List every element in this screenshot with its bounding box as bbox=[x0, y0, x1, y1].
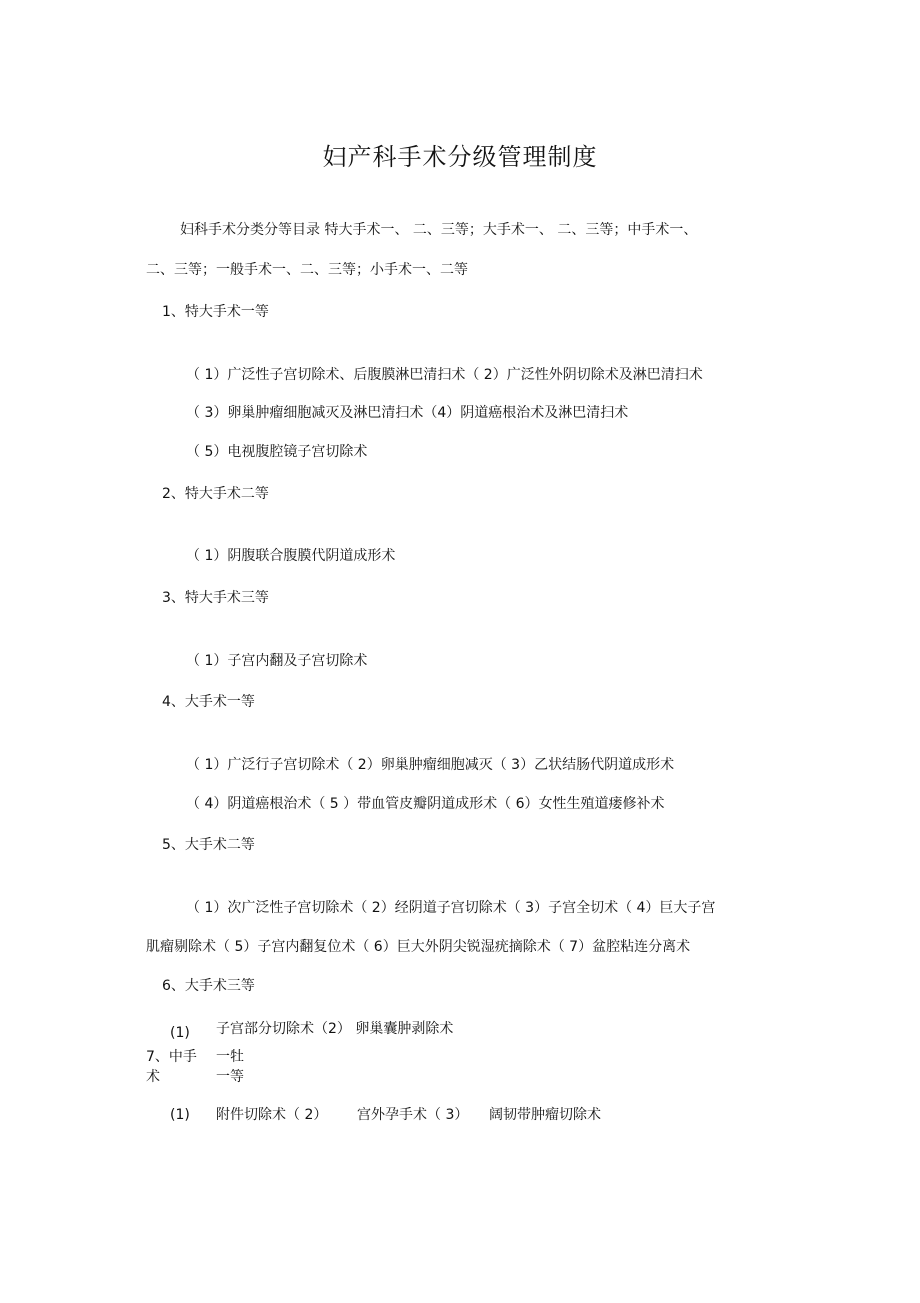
item-number: (1) bbox=[170, 1025, 190, 1041]
section-line: （ 1）广泛行子宫切除术（ 2）卵巢肿瘤细胞减灭（ 3）乙状结肠代阴道成形术 bbox=[186, 757, 675, 773]
section-heading: 5、大手术二等 bbox=[162, 837, 255, 853]
section-line: （ 1）广泛性子宫切除术、后腹膜淋巴清扫术（ 2）广泛性外阴切除术及淋巴清扫术 bbox=[186, 367, 703, 383]
section-heading: 6、大手术三等 bbox=[162, 978, 255, 994]
section-line: 肌瘤剔除术（ 5）子宫内翻复位术（ 6）巨大外阴尖锐湿疣摘除术（ 7）盆腔粘连分离术 bbox=[146, 939, 691, 955]
section-line: 附件切除术（ 2） bbox=[216, 1107, 328, 1123]
section-line: 阔韧带肿瘤切除术 bbox=[489, 1107, 601, 1123]
section-heading: 2、特大手术二等 bbox=[162, 486, 269, 502]
section-line: （ 4）阴道癌根治术（ 5 ）带血管皮瓣阴道成形术（ 6）女性生殖道瘘修补术 bbox=[186, 796, 665, 812]
section-heading-part: 术 bbox=[146, 1069, 160, 1085]
item-number: (1) bbox=[170, 1107, 190, 1123]
intro-line-1: 妇科手术分类分等目录 特大手术一、 二、三等；大手术一、 二、三等；中手术一、 bbox=[180, 222, 698, 238]
section-heading: 3、特大手术三等 bbox=[162, 590, 269, 606]
section-line: 宫外孕手术（ 3） bbox=[357, 1107, 469, 1123]
section-heading: 4、大手术一等 bbox=[162, 694, 255, 710]
section-heading-part: 一牡 bbox=[216, 1049, 244, 1065]
section-heading-part: 7、中手 bbox=[146, 1049, 197, 1065]
section-line: （ 1）次广泛性子宫切除术（ 2）经阴道子宫切除术（ 3）子宫全切术（ 4）巨大子宫 bbox=[186, 900, 716, 916]
section-line: （ 3）卵巢肿瘤细胞减灭及淋巴清扫术（4）阴道癌根治术及淋巴清扫术 bbox=[186, 405, 629, 421]
document-title: 妇产科手术分级管理制度 bbox=[322, 143, 598, 171]
section-heading-part: 一等 bbox=[216, 1069, 244, 1085]
section-line: 子宫部分切除术（2） 卵巢囊肿剥除术 bbox=[216, 1021, 454, 1037]
section-line: （ 1）子宫内翻及子宫切除术 bbox=[186, 653, 368, 669]
section-line: （ 1）阴腹联合腹膜代阴道成形术 bbox=[186, 548, 396, 564]
intro-line-2: 二、三等；一般手术一、二、三等；小手术一、二等 bbox=[146, 262, 468, 278]
section-heading: 1、特大手术一等 bbox=[162, 304, 269, 320]
section-line: （ 5）电视腹腔镜子宫切除术 bbox=[186, 444, 368, 460]
